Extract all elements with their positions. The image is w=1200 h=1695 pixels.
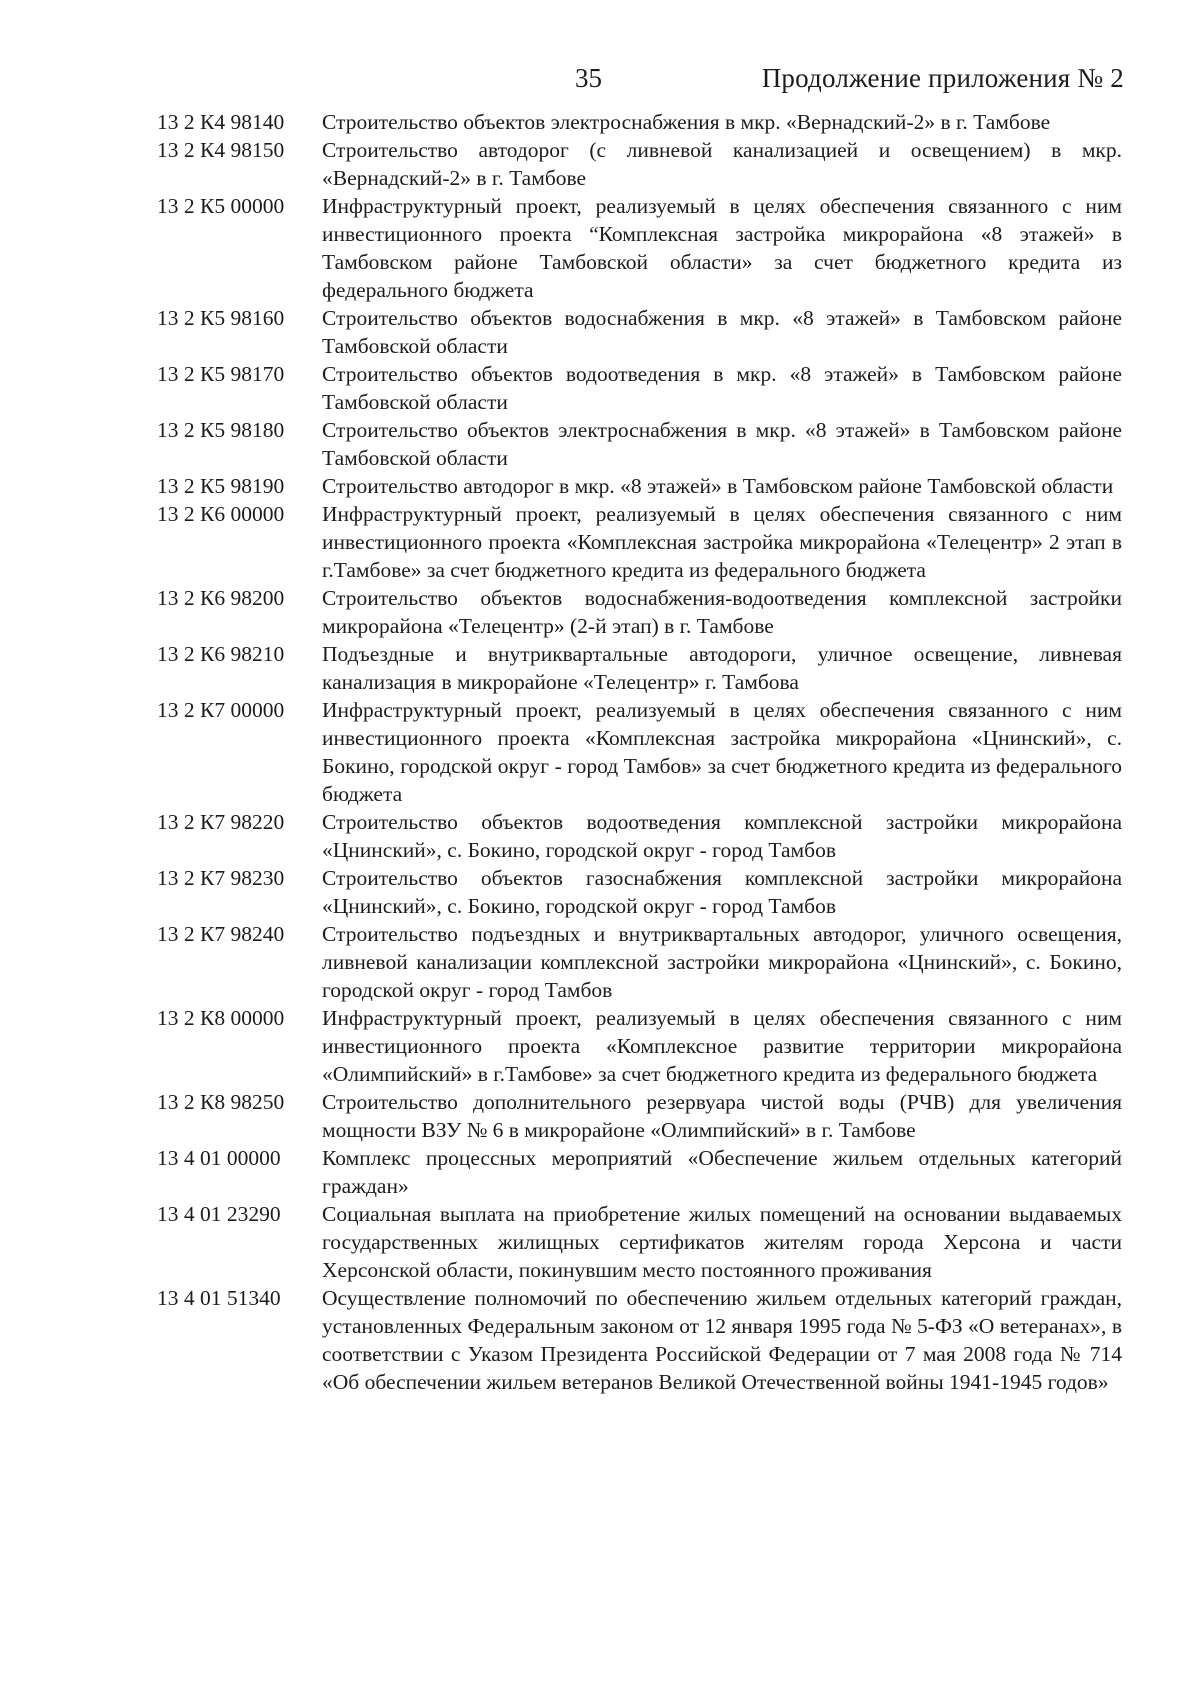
entry-code: 13 2 К5 00000: [157, 194, 285, 218]
entry-code: 13 2 К7 98240: [157, 922, 285, 946]
list-item: [0, 920, 1200, 1004]
entry-code: 13 2 К5 98170: [157, 362, 285, 386]
entry-description: Инфраструктурный проект, реализуемый в целях обеспечения связанного с ним инвестиционного проекта «Комплексное развитие территории микрорайона «Олимпийский» в г.Тамбове» за счет бюджетного кредита из федерального бюджета: [322, 1006, 1122, 1086]
entry-description: Строительство объектов газоснабжения комплексной застройки микрорайона «Цнинский», с. Бокино, городской округ - город Тамбов: [322, 866, 1122, 918]
list-item: [0, 640, 1200, 696]
list-item: [0, 108, 1200, 136]
entry-description: Строительство объектов водоснабжения-водоотведения комплексной застройки микрорайона «Телецентр» (2-й этап) в г. Тамбове: [322, 586, 1122, 638]
entry-description: Осуществление полномочий по обеспечению жильем отдельных категорий граждан, установленных Федеральным законом от 12 января 1995 года № 5-ФЗ «О ветеранах», в соответствии с Указом Президента Российской Федерации от 7 мая 2008 года № 714 «Об обеспечении жильем ветеранов Великой Отечественной войны 1941-1945 годов»: [322, 1286, 1122, 1394]
entry-description: Инфраструктурный проект, реализуемый в целях обеспечения связанного с ним инвестиционного проекта “Комплексная застройка микрорайона «8 этажей» в Тамбовском районе Тамбовской области» за счет бюджетного кредита из федерального бюджета: [322, 194, 1122, 302]
entry-description: Инфраструктурный проект, реализуемый в целях обеспечения связанного с ним инвестиционного проекта «Комплексная застройка микрорайона «Телецентр» 2 этап в г.Тамбове» за счет бюджетного кредита из федерального бюджета: [322, 502, 1122, 582]
list-item: [0, 304, 1200, 360]
entry-code: 13 2 К8 98250: [157, 1090, 285, 1114]
entry-code: 13 2 К5 98180: [157, 418, 285, 442]
entry-code: 13 2 К5 98190: [157, 474, 285, 498]
list-item: [0, 472, 1200, 500]
list-item: [0, 500, 1200, 584]
list-item: [0, 808, 1200, 864]
list-item: [0, 696, 1200, 808]
appendix-header: Продолжение приложения № 2: [761, 63, 1124, 93]
entry-code: 13 2 К5 98160: [157, 306, 285, 330]
list-item: [0, 136, 1200, 192]
entry-code: 13 2 К6 98200: [157, 586, 285, 610]
entry-code: 13 2 К7 00000: [157, 698, 285, 722]
list-item: [0, 360, 1200, 416]
entry-code: 13 2 К6 00000: [157, 502, 285, 526]
page-number: 35: [575, 63, 602, 93]
entry-description: Строительство объектов водоотведения комплексной застройки микрорайона «Цнинский», с. Бокино, городской округ - город Тамбов: [322, 810, 1122, 862]
list-item: [0, 1088, 1200, 1144]
list-item: [0, 864, 1200, 920]
entry-code: 13 2 К4 98140: [157, 110, 285, 134]
entry-description: Социальная выплата на приобретение жилых помещений на основании выдаваемых государственных жилищных сертификатов жителям города Херсона и части Херсонской области, покинувшим место постоянного проживания: [322, 1202, 1122, 1282]
entry-description: Инфраструктурный проект, реализуемый в целях обеспечения связанного с ним инвестиционного проекта «Комплексная застройка микрорайона «Цнинский», с. Бокино, городской округ - город Тамбов» за счет бюджетного кредита из федерального бюджета: [322, 698, 1122, 806]
entry-description: Строительство объектов электроснабжения в мкр. «Вернадский-2» в г. Тамбове: [322, 110, 1051, 134]
entry-code: 13 2 К8 00000: [157, 1006, 285, 1030]
entry-description: Комплекс процессных мероприятий «Обеспечение жильем отдельных категорий граждан»: [322, 1146, 1122, 1198]
entry-code: 13 2 К7 98220: [157, 810, 285, 834]
entry-code: 13 2 К6 98210: [157, 642, 285, 666]
list-item: [0, 192, 1200, 304]
entry-description: Строительство автодорог (с ливневой канализацией и освещением) в мкр. «Вернадский-2» в г. Тамбове: [322, 138, 1122, 190]
list-item: [0, 416, 1200, 472]
entry-code: 13 4 01 23290: [157, 1202, 281, 1226]
entry-code: 13 4 01 00000: [157, 1146, 281, 1170]
entry-description: Строительство дополнительного резервуара чистой воды (РЧВ) для увеличения мощности ВЗУ № 6 в микрорайоне «Олимпийский» в г. Тамбове: [322, 1090, 1122, 1142]
list-item: [0, 1144, 1200, 1200]
list-item: [0, 1200, 1200, 1284]
entry-description: Строительство объектов водоотведения в мкр. «8 этажей» в Тамбовском районе Тамбовской области: [322, 362, 1122, 414]
entry-description: Подъездные и внутриквартальные автодороги, уличное освещение, ливневая канализация в микрорайоне «Телецентр» г. Тамбова: [322, 642, 1122, 694]
entry-code: 13 2 К7 98230: [157, 866, 285, 890]
entry-description: Строительство подъездных и внутриквартальных автодорог, уличного освещения, ливневой канализации комплексной застройки микрорайона «Цнинский», с. Бокино, городской округ - город Тамбов: [322, 922, 1122, 1002]
classification-list: [0, 108, 1200, 1396]
entry-code: 13 2 К4 98150: [157, 138, 285, 162]
entry-description: Строительство автодорог в мкр. «8 этажей» в Тамбовском районе Тамбовской области: [322, 474, 1114, 498]
entry-description: Строительство объектов водоснабжения в мкр. «8 этажей» в Тамбовском районе Тамбовской области: [322, 306, 1122, 358]
entry-code: 13 4 01 51340: [157, 1286, 281, 1310]
list-item: [0, 1284, 1200, 1396]
list-item: [0, 584, 1200, 640]
entry-description: Строительство объектов электроснабжения в мкр. «8 этажей» в Тамбовском районе Тамбовской области: [322, 418, 1122, 470]
list-item: [0, 1004, 1200, 1088]
